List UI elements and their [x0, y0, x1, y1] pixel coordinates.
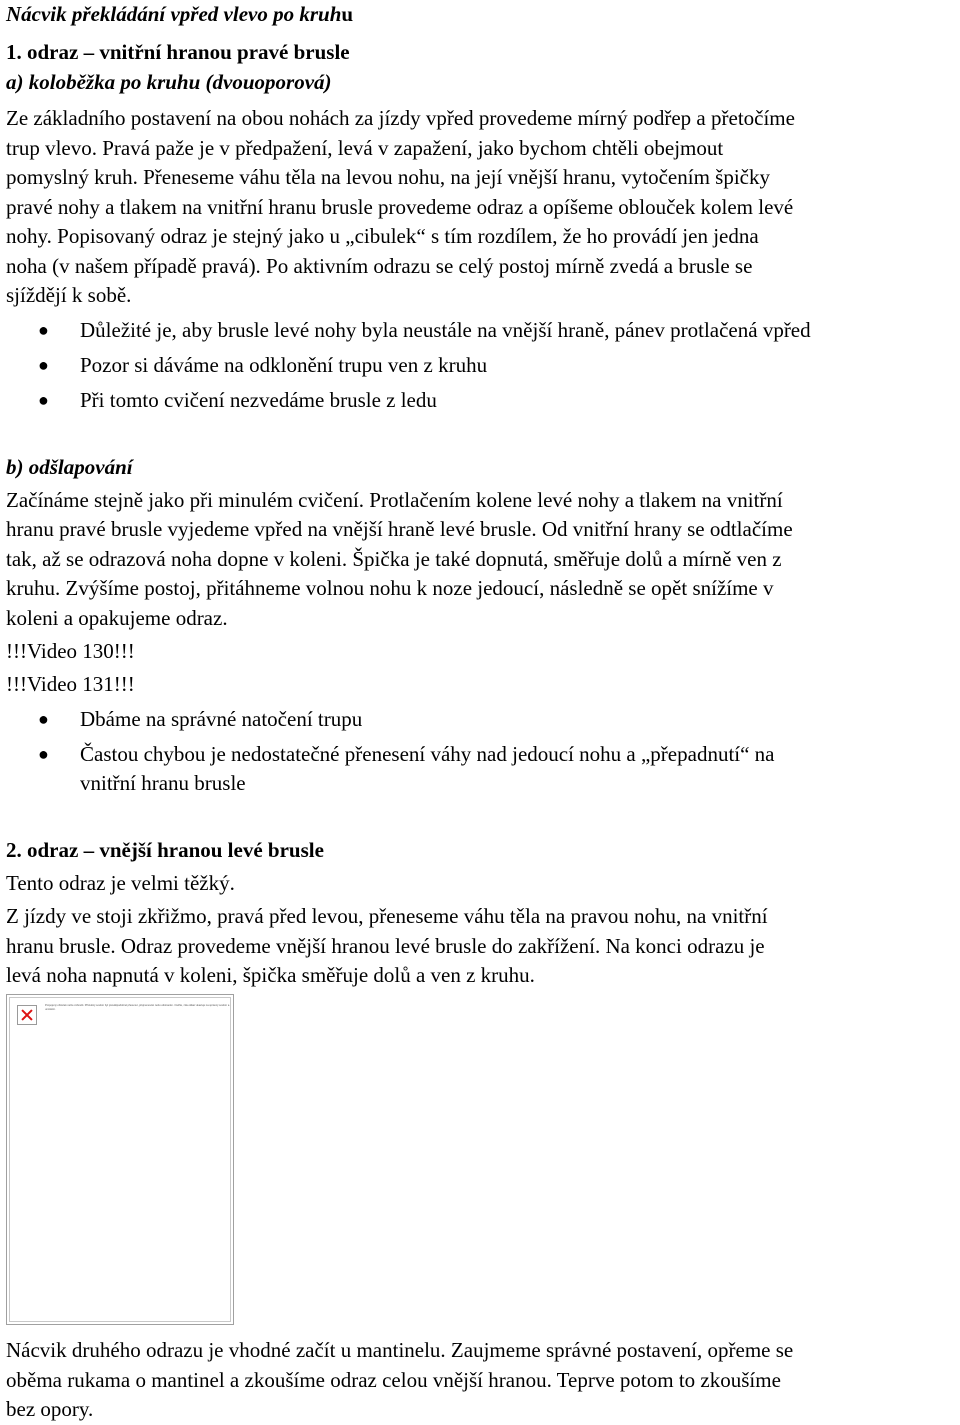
para-a-line-3: pomyslný kruh. Přeneseme váhu těla na levou nohu, na její vnější hranu, vytočením špičky	[6, 165, 770, 189]
para-b-line-4: kruhu. Zvýšíme postoj, přitáhneme volnou nohu k noze jedoucí, následně se opět snížíme v	[6, 576, 774, 600]
broken-image-icon	[17, 1005, 37, 1025]
video-130-label: !!!Video 130!!!	[6, 639, 135, 663]
bullet-b-1: Dbáme na správné natočení trupu	[80, 707, 363, 731]
para-a-line-5: nohy. Popisovaný odraz je stejný jako u „cibulek“ s tím rozdílem, že ho provádí jen jedna	[6, 224, 759, 248]
final-line-2: oběma rukama o mantinel a zkoušíme odraz celou vnější hranou. Teprve potom to zkoušíme	[6, 1368, 781, 1392]
bullet-a-3: Při tomto cvičení nezvedáme brusle z ledu	[80, 388, 437, 412]
section1-sub-b: b) odšlapování	[6, 455, 133, 479]
para-a-line-1: Ze základního postavení na obou nohách za jízdy vpřed provedeme mírný podřep a přetočíme	[6, 106, 795, 130]
bullet-a-2: Pozor si dáváme na odklonění trupu ven z kruhu	[80, 353, 488, 377]
para-2-line-2: hranu brusle. Odraz provedeme vnější hranou levé brusle do zakřížení. Na konci odrazu je	[6, 934, 765, 958]
para-a-line-2: trup vlevo. Pravá paže je v předpažení, levá v zapažení, jako bychom chtěli obejmout	[6, 136, 724, 160]
section1-heading: 1. odraz – vnitřní hranou pravé brusle	[6, 40, 350, 64]
para-2-line-3: levá noha napnutá v koleni, špička směřuje dolů a ven z kruhu.	[6, 963, 535, 987]
section2-heading: 2. odraz – vnější hranou levé brusle	[6, 838, 324, 862]
para-b-line-5: koleni a opakujeme odraz.	[6, 606, 228, 630]
para-2-line-1: Z jízdy ve stoji zkřižmo, pravá před levou, přeneseme váhu těla na pravou nohu, na vnitřní	[6, 904, 768, 928]
bullet-dot: ●	[38, 320, 49, 340]
title-text: Nácvik překládání vpřed vlevo po kruh	[6, 2, 342, 26]
broken-image-placeholder	[6, 994, 234, 1325]
image-inner-border	[9, 997, 231, 1322]
para-a-line-7: sjíždějí k sobě.	[6, 283, 132, 307]
broken-image-message: Propojený obrázek nelze zobrazit. Příslušný soubor byl pravděpodobně přesunut, přejmenován nebo odstraněn. Ověřte, zda odkaz ukazuje na správný soubor a umístění.	[45, 1004, 230, 1011]
bullet-b-2-cont: vnitřní hranu brusle	[80, 771, 246, 795]
para-b-line-2: hranu pravé brusle vyjedeme vpřed na vnější hraně levé brusle. Od vnitřní hrany se odtlačíme	[6, 517, 793, 541]
para-a-line-6: noha (v našem případě pravá). Po aktivním odrazu se celý postoj mírně zvedá a brusle se	[6, 254, 753, 278]
para-b-line-3: tak, až se odrazová noha dopne v koleni. Špička je také dopnutá, směřuje dolů a mírně ven z	[6, 547, 782, 571]
section2-line-1: Tento odraz je velmi těžký.	[6, 871, 235, 895]
para-a-line-4: pravé nohy a tlakem na vnitřní hranu brusle provedeme odraz a opíšeme oblouček kolem levé	[6, 195, 794, 219]
para-b-line-1: Začínáme stejně jako při minulém cvičení. Protlačením kolene levé nohy a tlakem na vnitřní	[6, 488, 783, 512]
bullet-b-2: Častou chybou je nedostatečné přenesení váhy nad jedoucí nohu a „přepadnutí“ na	[80, 742, 775, 766]
bullet-dot: ●	[38, 390, 49, 410]
title-tail: u	[341, 2, 354, 26]
final-line-3: bez opory.	[6, 1397, 94, 1421]
video-131-label: !!!Video 131!!!	[6, 672, 135, 696]
document-title	[6, 0, 353, 30]
final-line-1: Nácvik druhého odrazu je vhodné začít u mantinelu. Zaujmeme správné postavení, opřeme se	[6, 1338, 794, 1362]
section1-sub-a: a) koloběžka po kruhu (dvouoporová)	[6, 70, 332, 94]
bullet-dot: ●	[38, 355, 49, 375]
bullet-a-1: Důležité je, aby brusle levé nohy byla neustále na vnější hraně, pánev protlačená vpřed	[80, 318, 811, 342]
bullet-dot: ●	[38, 709, 49, 729]
bullet-dot: ●	[38, 744, 49, 764]
